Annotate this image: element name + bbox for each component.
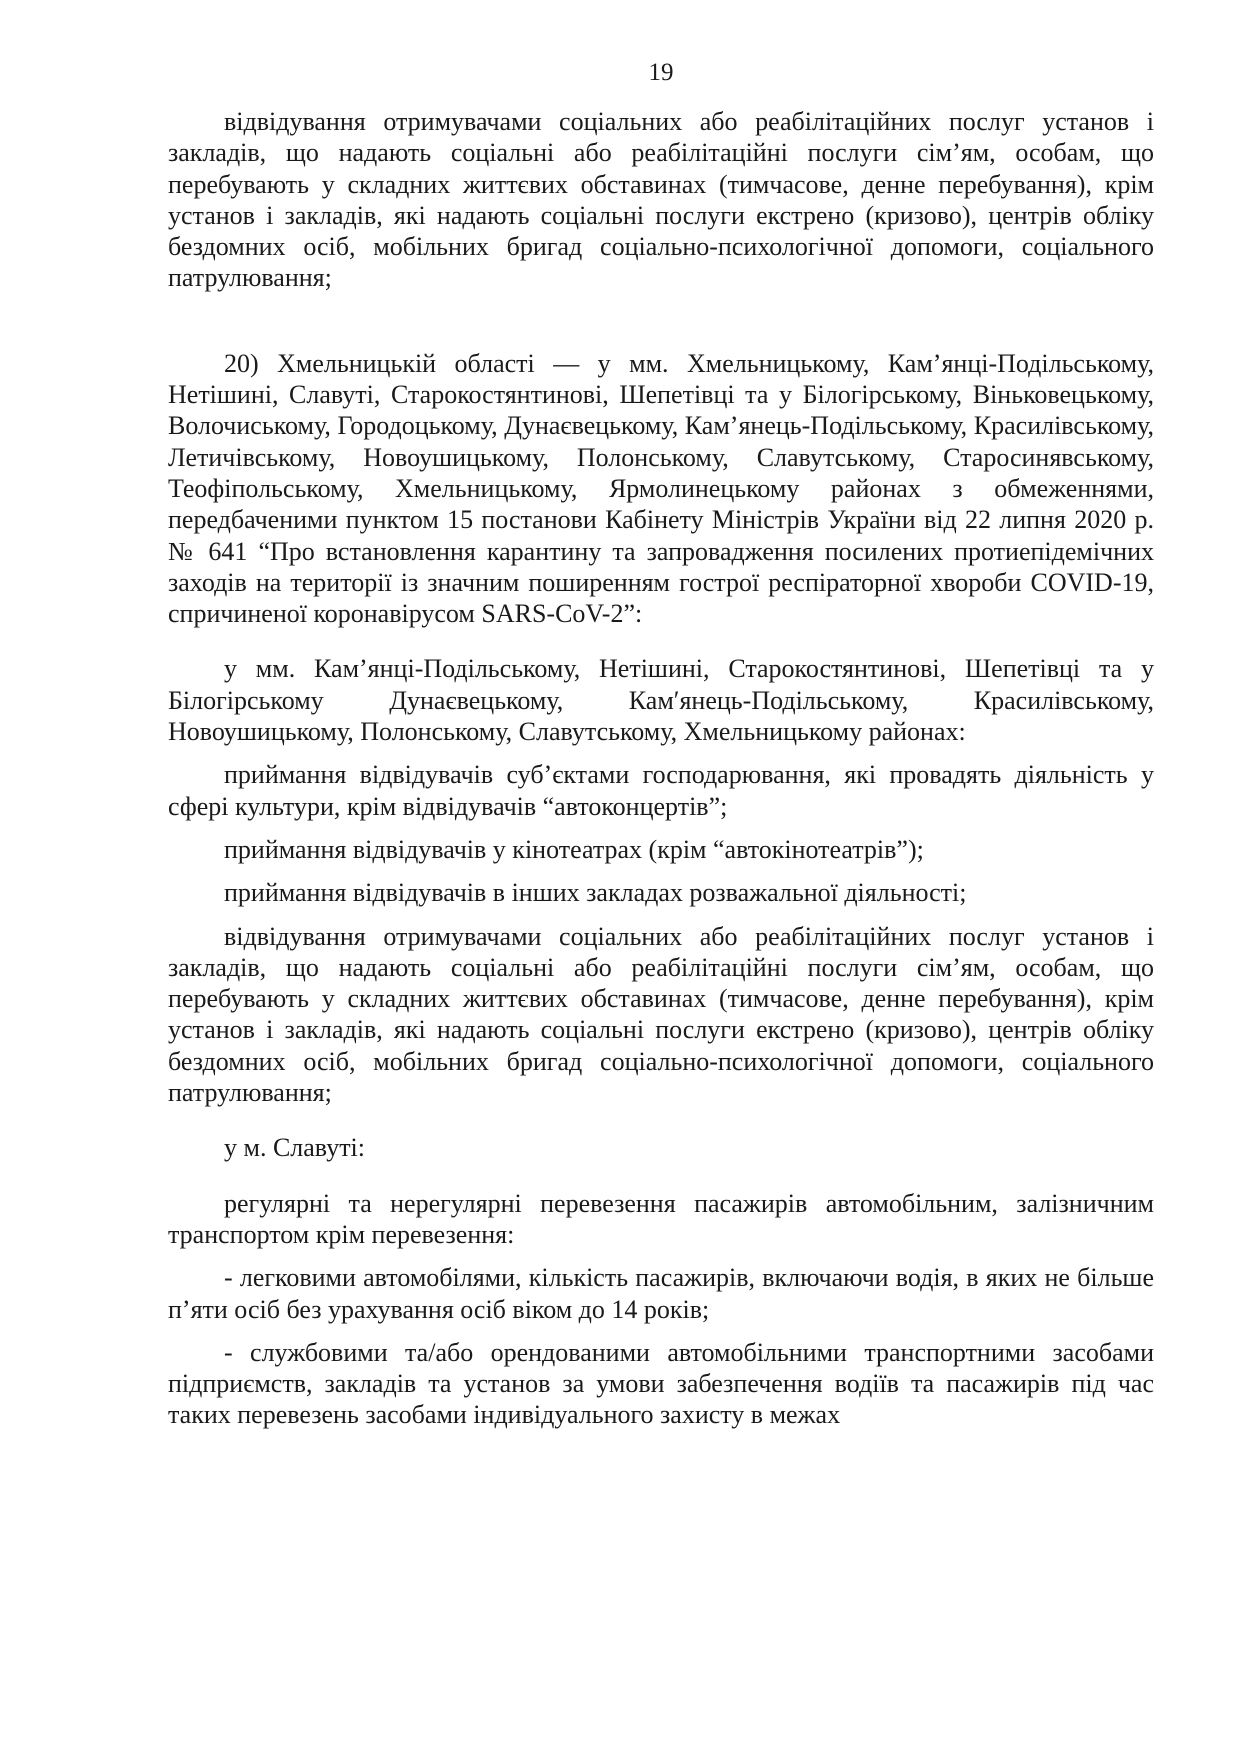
paragraph-cars: - легковими автомобілями, кількість пасажирів, включаючи водія, в яких не більше п’яти осіб без урахування осіб віком до 14 років; bbox=[168, 1263, 1154, 1324]
page-number: 19 bbox=[648, 59, 674, 86]
paragraph-slavuta: у м. Славуті: bbox=[224, 1133, 366, 1163]
paragraph-entertainment-visitors: приймання відвідувачів в інших закладах розважальної діяльності; bbox=[224, 878, 967, 908]
paragraph-social-services: відвідування отримувачами соціальних або реабілітаційних послуг установ і закладів, що надають соціальні або реабілітаційні послуги сім’ям, особам, що перебувають у складних життєвих обставинах (тимчасове, денне перебування), крім установ і закладів, які надають соціальні послуги екстрено (кризово), центрів обліку бездомних осіб, мобільних бригад соціально-психологічної допомоги, соціального патрулювання; bbox=[168, 921, 1154, 1108]
paragraph-service-vehicles: - службовими та/або орендованими автомобільними транспортними засобами підприємств, закладів та установ за умови забезпечення водіїв та пасажирів під час таких перевезень засобами індивідуального захисту в межах bbox=[168, 1337, 1154, 1430]
paragraph-cinema-visitors: приймання відвідувачів у кінотеатрах (крім “автокінотеатрів”); bbox=[224, 834, 924, 864]
paragraph-transport: регулярні та нерегулярні перевезення пасажирів автомобільним, залізничним транспортом крім перевезення: bbox=[168, 1188, 1154, 1249]
paragraph-khmelnytskyi-region: 20) Хмельницькій області — у мм. Хмельницькому, Кам’янці-Подільському, Нетішині, Славуті, Старокостянтинові, Шепетівці та у Білогірському, Віньковецькому, Волочиському, Городоцькому, Дунаєвецькому, Кам’янець-Подільському, Красилівському, Летичівському, Новоушицькому, Полонському, Славутському, Старосинявському, Теофіпольському, Хмельницькому, Ярмолинецькому районах з обмеженнями, передбаченими пунктом 15 постанови Кабінету Міністрів України від 22 липня 2020 р. № 641 “Про встановлення карантину та запровадження посилених протиепідемічних заходів на території із значним поширенням гострої респіраторної хвороби COVID-19, спричиненої коронавірусом SARS-CoV-2”: bbox=[168, 348, 1154, 629]
document-page bbox=[168, 58, 1154, 1431]
paragraph-social-services-continued: відвідування отримувачами соціальних або реабілітаційних послуг установ і закладів, що надають соціальні або реабілітаційні послуги сім’ям, особам, що перебувають у складних життєвих обставинах (тимчасове, денне перебування), крім установ і закладів, які надають соціальні послуги екстрено (кризово), центрів обліку бездомних осіб, мобільних бригад соціально-психологічної допомоги, соціального патрулювання; bbox=[168, 107, 1154, 293]
paragraph-culture-visitors: приймання відвідувачів суб’єктами господарювання, які провадять діяльність у сфері культури, крім відвідувачів “автоконцертів”; bbox=[168, 760, 1154, 821]
paragraph-cities-list: у мм. Кам’янці-Подільському, Нетішині, Старокостянтинові, Шепетівці та у Білогірському Дунаєвецькому, Кам′янець-Подільському, Красилівському, Новоушицькому, Полонському, Славутському, Хмельницькому районах: bbox=[168, 654, 1154, 747]
